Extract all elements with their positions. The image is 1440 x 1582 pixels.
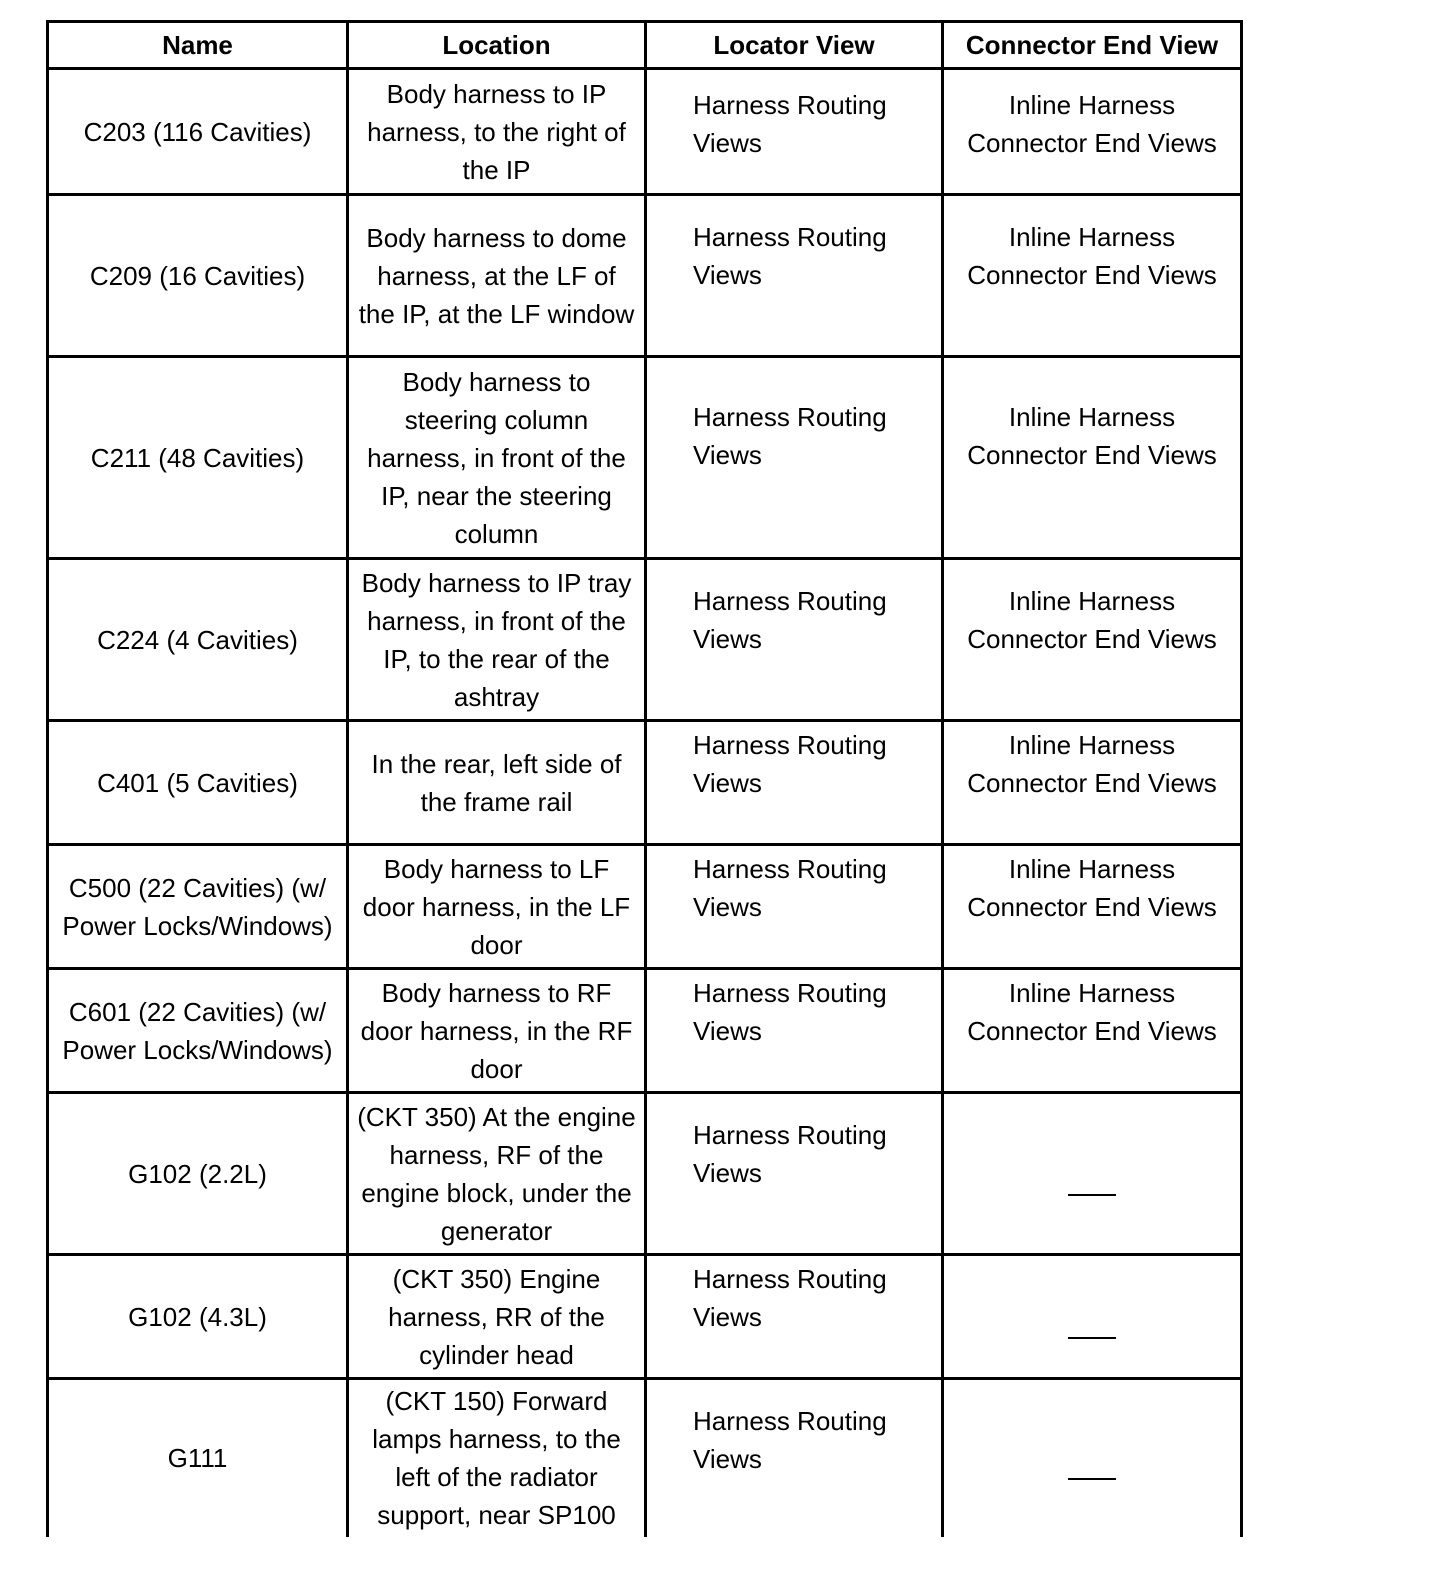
cell-connector-end-view[interactable]: Inline Harness Connector End Views <box>943 195 1242 357</box>
cell-name: C500 (22 Cavities) (w/ Power Locks/Windows) <box>48 845 348 969</box>
table-row <box>48 1379 1242 1537</box>
cell-connector-end-view[interactable]: Inline Harness Connector End Views <box>943 969 1242 1093</box>
cell-location: Body harness to dome harness, at the LF of the IP, at the LF window <box>348 195 646 357</box>
cell-name: G111 <box>48 1379 348 1537</box>
empty-dash <box>1068 1194 1116 1196</box>
cell-locator-view[interactable]: Harness Routing Views <box>646 1379 943 1537</box>
cell-connector-end-view[interactable]: Inline Harness Connector End Views <box>943 559 1242 721</box>
cell-name: C203 (116 Cavities) <box>48 69 348 195</box>
cell-location: Body harness to LF door harness, in the LF door <box>348 845 646 969</box>
cell-locator-view[interactable]: Harness Routing Views <box>646 969 943 1093</box>
cell-name: C401 (5 Cavities) <box>48 721 348 845</box>
cell-name: C601 (22 Cavities) (w/ Power Locks/Windows) <box>48 969 348 1093</box>
table-row <box>48 1093 1242 1255</box>
cell-connector-end-view[interactable]: Inline Harness Connector End Views <box>943 721 1242 845</box>
cell-locator-view[interactable]: Harness Routing Views <box>646 721 943 845</box>
cell-location: (CKT 350) At the engine harness, RF of the engine block, under the generator <box>348 1093 646 1255</box>
cell-locator-view[interactable]: Harness Routing Views <box>646 357 943 559</box>
table-row <box>48 845 1242 969</box>
table-row <box>48 357 1242 559</box>
cell-location: In the rear, left side of the frame rail <box>348 721 646 845</box>
cell-locator-view[interactable]: Harness Routing Views <box>646 1255 943 1379</box>
header-row <box>48 22 1242 69</box>
cell-connector-end-view[interactable]: Inline Harness Connector End Views <box>943 845 1242 969</box>
cell-connector-end-view <box>943 1379 1242 1537</box>
table-row <box>48 1255 1242 1379</box>
empty-dash <box>1068 1478 1116 1480</box>
connector-table <box>46 20 1243 1537</box>
cell-name: G102 (4.3L) <box>48 1255 348 1379</box>
cell-locator-view[interactable]: Harness Routing Views <box>646 69 943 195</box>
table-row <box>48 721 1242 845</box>
cell-locator-view[interactable]: Harness Routing Views <box>646 559 943 721</box>
cell-location: Body harness to steering column harness, in front of the IP, near the steering column <box>348 357 646 559</box>
empty-dash <box>1068 1337 1116 1339</box>
header-locator-view: Locator View <box>646 22 943 69</box>
cell-name: C224 (4 Cavities) <box>48 559 348 721</box>
header-name: Name <box>48 22 348 69</box>
cell-name: C209 (16 Cavities) <box>48 195 348 357</box>
cell-locator-view[interactable]: Harness Routing Views <box>646 195 943 357</box>
table-row <box>48 195 1242 357</box>
cell-location: (CKT 150) Forward lamps harness, to the left of the radiator support, near SP100 <box>348 1379 646 1537</box>
cell-location: Body harness to IP tray harness, in front of the IP, to the rear of the ashtray <box>348 559 646 721</box>
header-location: Location <box>348 22 646 69</box>
cell-locator-view[interactable]: Harness Routing Views <box>646 1093 943 1255</box>
header-connector-end-view: Connector End View <box>943 22 1242 69</box>
table-row <box>48 559 1242 721</box>
table-row <box>48 69 1242 195</box>
table-row <box>48 969 1242 1093</box>
cell-name: C211 (48 Cavities) <box>48 357 348 559</box>
cell-location: Body harness to RF door harness, in the RF door <box>348 969 646 1093</box>
cell-name: G102 (2.2L) <box>48 1093 348 1255</box>
cell-locator-view[interactable]: Harness Routing Views <box>646 845 943 969</box>
cell-connector-end-view[interactable]: Inline Harness Connector End Views <box>943 69 1242 195</box>
cell-connector-end-view <box>943 1093 1242 1255</box>
cell-location: (CKT 350) Engine harness, RR of the cylinder head <box>348 1255 646 1379</box>
cell-location: Body harness to IP harness, to the right of the IP <box>348 69 646 195</box>
cell-connector-end-view <box>943 1255 1242 1379</box>
cell-connector-end-view[interactable]: Inline Harness Connector End Views <box>943 357 1242 559</box>
